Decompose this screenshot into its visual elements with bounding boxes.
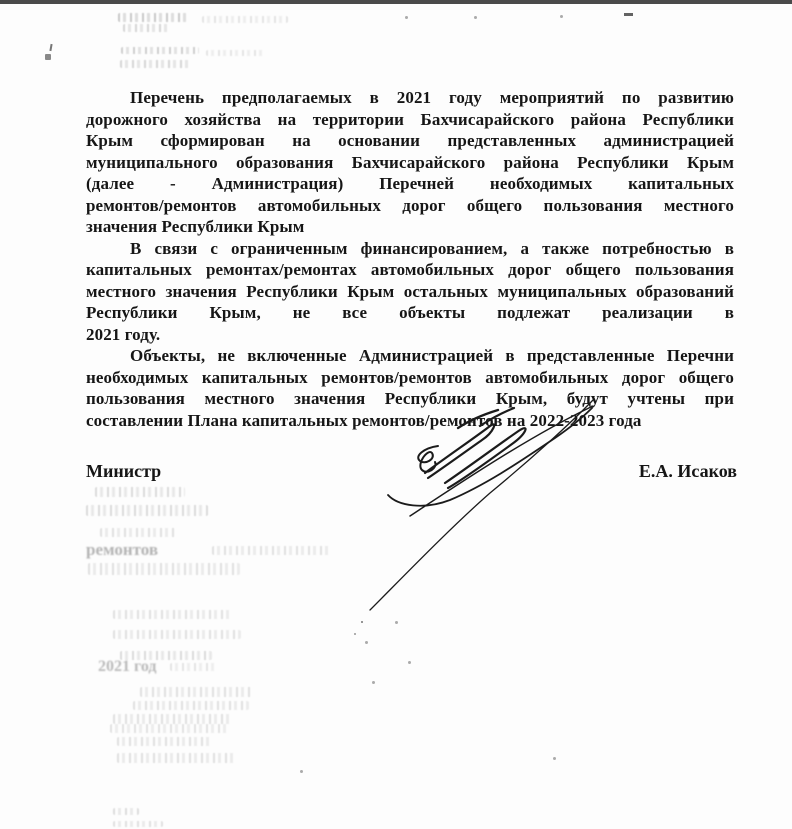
body-line: ремонтов/ремонтов автомобильных дорог общего пользования местного <box>86 195 734 215</box>
body-line: дорожного хозяйства на территории Бахчисарайского района Республики <box>86 109 734 129</box>
body-line: Республики Крым, не все объекты подлежат реализации в <box>86 303 734 322</box>
bleedthrough-smudge <box>117 753 235 763</box>
margin-ink-tick <box>45 54 51 60</box>
scan-speck <box>365 641 368 644</box>
paragraph <box>86 238 734 346</box>
signer-title: Министр <box>86 461 162 481</box>
body-line: капитальных ремонтах/ремонтах автомобильных дорог общего пользования <box>86 260 734 279</box>
body-line: необходимых капитальных ремонтов/ремонтов автомобильных дорог общего <box>86 367 734 387</box>
bleedthrough-smudge <box>95 487 185 497</box>
margin-ink-tick <box>49 44 52 51</box>
bleedthrough-smudge <box>113 610 231 619</box>
scan-speck <box>300 770 303 773</box>
bleedthrough-smudge <box>113 714 233 724</box>
body-line: Крым сформирован на основании представленных администрацией <box>86 131 734 150</box>
body-line: В связи с ограниченным финансированием, а также потребностью в <box>130 238 734 258</box>
bleedthrough-smudge <box>100 528 176 537</box>
signer-name: Е.А. Исаков <box>638 461 737 481</box>
body-line: значения Республики Крым <box>86 217 305 236</box>
scan-speck <box>624 13 633 16</box>
scan-edge-artifact <box>0 0 792 4</box>
body-line: 2021 году. <box>86 324 161 344</box>
bleedthrough-smudge <box>86 505 208 516</box>
bleedthrough-smudge <box>88 563 240 575</box>
scan-speck <box>553 757 556 760</box>
document-body <box>86 87 734 431</box>
scan-speck <box>560 15 563 18</box>
bleedthrough-smudge <box>110 724 230 733</box>
scan-speck <box>395 621 398 624</box>
bleedthrough-smudge <box>170 663 216 671</box>
bleedthrough-smudge <box>113 630 241 639</box>
bleedthrough-smudge <box>120 60 192 68</box>
paragraph <box>86 87 734 238</box>
body-line: муниципального образования Бахчисарайского района Республики Крым <box>86 152 734 172</box>
body-line: Перечень предполагаемых в 2021 году мероприятий по развитию <box>130 88 734 107</box>
bleedthrough-text: 2021 год <box>98 658 157 675</box>
bleedthrough-smudge <box>121 47 199 54</box>
bleedthrough-smudge <box>140 687 252 697</box>
signature-ink <box>340 388 600 648</box>
body-line: Объекты, не включенные Администрацией в представленные Перечни <box>130 346 734 365</box>
bleedthrough-smudge <box>117 737 213 746</box>
body-line: составлении Плана капитальных ремонтов/ремонтов на 2022-2023 года <box>86 410 642 430</box>
scan-speck <box>408 661 411 664</box>
bleedthrough-text: ремонтов <box>86 540 159 559</box>
bleedthrough-smudge <box>123 24 169 32</box>
body-line: (далее - Администрация) Перечней необходимых капитальных <box>86 174 734 193</box>
bleedthrough-smudge <box>206 50 264 56</box>
body-line: пользования местного значения Республики Крым, будут учтены при <box>86 389 734 408</box>
scan-speck <box>372 681 375 684</box>
bleedthrough-smudge <box>212 546 330 555</box>
bleedthrough-smudge <box>118 13 190 22</box>
bleedthrough-smudge <box>113 821 163 827</box>
bleedthrough-smudge <box>133 701 249 710</box>
body-line: местного значения Республики Крым остальных муниципальных образований <box>86 281 734 301</box>
bleedthrough-smudge <box>202 16 288 23</box>
scan-speck <box>474 16 477 19</box>
scan-speck <box>405 16 408 19</box>
bleedthrough-smudge <box>113 808 139 815</box>
